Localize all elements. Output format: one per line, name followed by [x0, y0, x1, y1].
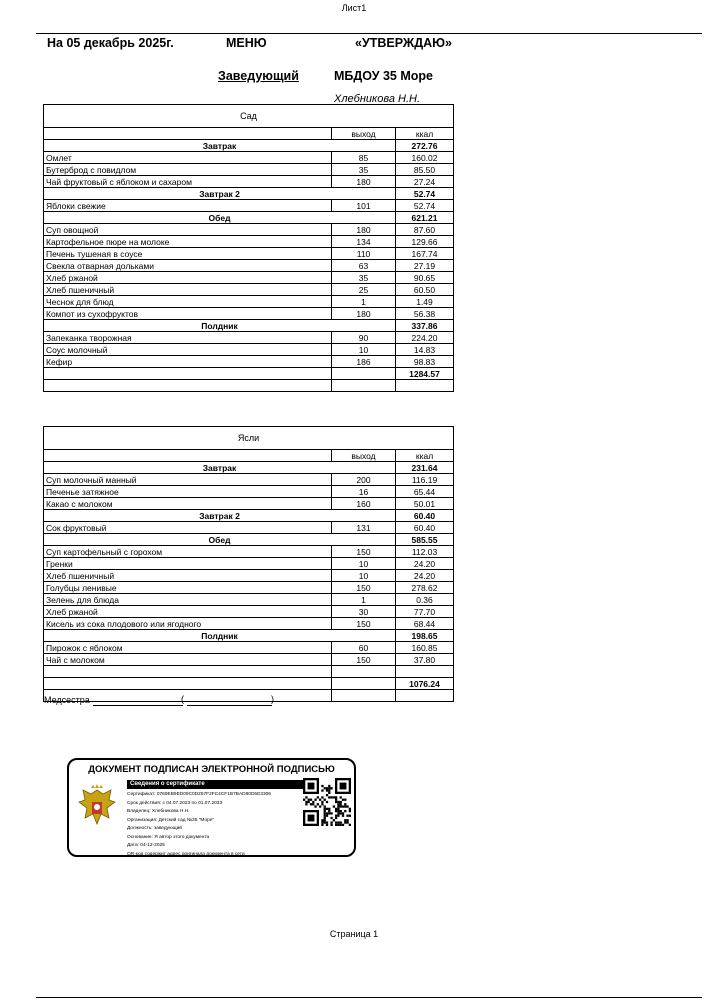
dish-output: 10 [332, 570, 396, 582]
dish-kcal: 112.03 [396, 546, 454, 558]
empty-row [44, 380, 454, 392]
dish-name: Чеснок для блюд [44, 296, 332, 308]
dish-output: 1 [332, 296, 396, 308]
meal-kcal: 272.76 [396, 140, 454, 152]
table-row [44, 152, 454, 164]
cert-line: Владелец: Хлебникова Н.Н. [127, 809, 190, 814]
empty-cell [396, 380, 454, 392]
meal-kcal: 337.86 [396, 320, 454, 332]
table-row [44, 654, 454, 666]
table-row [44, 308, 454, 320]
dish-kcal: 56.38 [396, 308, 454, 320]
cert-line: Дата: 04-12-2025 [127, 843, 165, 848]
certificate-details [127, 791, 303, 859]
cert-line: Сертификат: 0769EB9ED09C0D257F2FC4CF1B7BAD80D5E3306 [127, 792, 271, 797]
meal-name: Завтрак [44, 140, 396, 152]
total-empty-cell [332, 368, 396, 380]
coat-of-arms-icon [77, 784, 117, 832]
dish-output: 180 [332, 176, 396, 188]
nurse-open-paren: ( [181, 694, 184, 704]
table-row [44, 474, 454, 486]
dish-kcal: 85.50 [396, 164, 454, 176]
meal-name: Полдник [44, 630, 396, 642]
dish-kcal: 98.83 [396, 356, 454, 368]
header-name-cell [44, 128, 332, 140]
dish-output: 60 [332, 642, 396, 654]
dish-output: 186 [332, 356, 396, 368]
dish-kcal: 1.49 [396, 296, 454, 308]
meal-kcal: 198.65 [396, 630, 454, 642]
empty-row [44, 690, 454, 702]
dish-kcal: 167.74 [396, 248, 454, 260]
menu-table [43, 426, 454, 702]
empty-cell [396, 666, 454, 678]
meal-row [44, 510, 454, 522]
dish-name: Пирожок с яблоком [44, 642, 332, 654]
empty-cell [44, 380, 332, 392]
dish-output: 1 [332, 594, 396, 606]
certificate-header: Сведения о сертификате [127, 780, 306, 789]
dish-kcal: 60.50 [396, 284, 454, 296]
dish-kcal: 160.02 [396, 152, 454, 164]
dish-output: 16 [332, 486, 396, 498]
table-row [44, 176, 454, 188]
nurse-signature-line [93, 705, 183, 706]
dish-name: Суп овощной [44, 224, 332, 236]
dish-output: 180 [332, 308, 396, 320]
dish-kcal: 24.20 [396, 558, 454, 570]
dish-name: Хлеб пшеничный [44, 570, 332, 582]
dish-kcal: 52.74 [396, 200, 454, 212]
meal-kcal: 60.40 [396, 510, 454, 522]
dish-output: 101 [332, 200, 396, 212]
dish-name: Яблоки свежие [44, 200, 332, 212]
dish-kcal: 37.80 [396, 654, 454, 666]
dish-name: Голубцы ленивые [44, 582, 332, 594]
dish-name: Печень тушеная в соусе [44, 248, 332, 260]
dish-kcal: 278.62 [396, 582, 454, 594]
total-empty-cell [44, 368, 332, 380]
menu-table [43, 104, 454, 392]
dish-output: 10 [332, 344, 396, 356]
dish-name: Кисель из сока плодового или ягодного [44, 618, 332, 630]
dish-kcal: 60.40 [396, 522, 454, 534]
dish-kcal: 65.44 [396, 486, 454, 498]
header-output: выход [332, 450, 396, 462]
dish-output: 134 [332, 236, 396, 248]
table-row [44, 558, 454, 570]
approve-heading: «УТВЕРЖДАЮ» [355, 36, 452, 50]
table-row [44, 546, 454, 558]
dish-kcal: 90.65 [396, 272, 454, 284]
dish-name: Картофельное пюре на молоке [44, 236, 332, 248]
nurse-label: Медсестра [44, 695, 90, 705]
dish-name: Чай с молоком [44, 654, 332, 666]
dish-output: 85 [332, 152, 396, 164]
empty-row [44, 666, 454, 678]
dish-name: Свекла отварная дольками [44, 260, 332, 272]
empty-cell [332, 380, 396, 392]
dish-output: 150 [332, 654, 396, 666]
head-position: Заведующий [218, 69, 299, 83]
table-row [44, 248, 454, 260]
table-row [44, 332, 454, 344]
cert-line: Срок действия: с 04.07.2023 по 01.07.2033 [127, 800, 223, 806]
dish-kcal: 77.70 [396, 606, 454, 618]
dish-kcal: 0.36 [396, 594, 454, 606]
dish-name: Компот из сухофруктов [44, 308, 332, 320]
meal-kcal: 52.74 [396, 188, 454, 200]
sheet-title: Лист1 [341, 3, 367, 13]
dish-output: 200 [332, 474, 396, 486]
dish-kcal: 129.66 [396, 236, 454, 248]
dish-name: Гренки [44, 558, 332, 570]
dish-output: 35 [332, 164, 396, 176]
head-signature-name: Хлебникова Н.Н. [334, 93, 421, 105]
table-row [44, 260, 454, 272]
meal-row [44, 462, 454, 474]
empty-cell [396, 690, 454, 702]
dish-name: Соус молочный [44, 344, 332, 356]
dish-output: 160 [332, 498, 396, 510]
total-kcal: 1284.57 [396, 368, 454, 380]
dish-name: Запеканка творожная [44, 332, 332, 344]
meal-row [44, 630, 454, 642]
meal-row [44, 320, 454, 332]
dish-name: Суп молочный манный [44, 474, 332, 486]
dish-kcal: 14.83 [396, 344, 454, 356]
table-row [44, 344, 454, 356]
table-row [44, 594, 454, 606]
header-kcal: ккал [396, 128, 454, 140]
dish-name: Хлеб ржаной [44, 272, 332, 284]
empty-cell [332, 690, 396, 702]
dish-output: 131 [332, 522, 396, 534]
table-row [44, 200, 454, 212]
table-row [44, 642, 454, 654]
header-kcal: ккал [396, 450, 454, 462]
dish-name: Суп картофельный с горохом [44, 546, 332, 558]
dish-output: 90 [332, 332, 396, 344]
table-row [44, 296, 454, 308]
stamp-title: ДОКУМЕНТ ПОДПИСАН ЭЛЕКТРОННОЙ ПОДПИСЬЮ [88, 764, 335, 775]
table-row [44, 284, 454, 296]
nurse-name-line [187, 705, 272, 706]
e-signature-stamp [67, 758, 356, 857]
dish-name: Хлеб пшеничный [44, 284, 332, 296]
meal-kcal: 621.21 [396, 212, 454, 224]
table-row [44, 356, 454, 368]
cert-line: Должность: заведующий [127, 826, 182, 831]
meal-name: Завтрак 2 [44, 188, 396, 200]
dish-output: 35 [332, 272, 396, 284]
meal-row [44, 140, 454, 152]
table-row [44, 618, 454, 630]
dish-kcal: 50.01 [396, 498, 454, 510]
cert-line: Основание: Я автор этого документа [127, 834, 210, 840]
dish-output: 63 [332, 260, 396, 272]
table-title: Сад [44, 105, 454, 128]
menu-heading: МЕНЮ [226, 36, 267, 50]
dish-name: Сок фруктовый [44, 522, 332, 534]
dish-kcal: 24.20 [396, 570, 454, 582]
table-row [44, 224, 454, 236]
dish-kcal: 68.44 [396, 618, 454, 630]
dish-name: Хлеб ржаной [44, 606, 332, 618]
dish-kcal: 27.19 [396, 260, 454, 272]
table-title: Ясли [44, 427, 454, 450]
dish-output: 10 [332, 558, 396, 570]
table-row [44, 164, 454, 176]
meal-name: Обед [44, 534, 396, 546]
table-row [44, 570, 454, 582]
menu-date: На 05 декабрь 2025г. [47, 36, 174, 50]
dish-name: Зелень для блюда [44, 594, 332, 606]
empty-cell [332, 666, 396, 678]
header-name-cell [44, 450, 332, 462]
table-row [44, 272, 454, 284]
dish-kcal: 27.24 [396, 176, 454, 188]
meal-name: Полдник [44, 320, 396, 332]
dish-name: Омлет [44, 152, 332, 164]
dish-kcal: 116.19 [396, 474, 454, 486]
dish-name: Кефир [44, 356, 332, 368]
meal-name: Обед [44, 212, 396, 224]
meal-name: Завтрак [44, 462, 396, 474]
dish-output: 30 [332, 606, 396, 618]
dish-output: 150 [332, 546, 396, 558]
table-row [44, 522, 454, 534]
qr-code-icon [303, 778, 351, 826]
meal-row [44, 188, 454, 200]
cert-line: Организация: Детский сад №35 "Море" [127, 817, 215, 823]
organization-name: МБДОУ 35 Море [334, 69, 433, 83]
header-output: выход [332, 128, 396, 140]
top-rule [36, 33, 702, 34]
total-row [44, 678, 454, 690]
dish-name: Бутерброд с повидлом [44, 164, 332, 176]
total-empty-cell [44, 678, 332, 690]
cert-line: QR-код содержит адрес оригинала документа в сети [127, 851, 245, 857]
dish-kcal: 87.60 [396, 224, 454, 236]
dish-name: Печенье затяжное [44, 486, 332, 498]
table-row [44, 236, 454, 248]
total-row [44, 368, 454, 380]
dish-name: Какао с молоком [44, 498, 332, 510]
total-empty-cell [332, 678, 396, 690]
table-row [44, 582, 454, 594]
table-row [44, 486, 454, 498]
dish-output: 150 [332, 582, 396, 594]
bottom-rule [36, 997, 702, 998]
meal-kcal: 231.64 [396, 462, 454, 474]
nurse-close-paren: ) [271, 694, 274, 704]
dish-output: 150 [332, 618, 396, 630]
total-kcal: 1076.24 [396, 678, 454, 690]
dish-output: 180 [332, 224, 396, 236]
page-number: Страница 1 [329, 929, 379, 939]
empty-cell [44, 666, 332, 678]
dish-kcal: 160.85 [396, 642, 454, 654]
dish-kcal: 224.20 [396, 332, 454, 344]
meal-name: Завтрак 2 [44, 510, 396, 522]
table-row [44, 498, 454, 510]
meal-row [44, 534, 454, 546]
dish-name: Чай фруктовый с яблоком и сахаром [44, 176, 332, 188]
meal-row [44, 212, 454, 224]
meal-kcal: 585.55 [396, 534, 454, 546]
table-row [44, 606, 454, 618]
dish-output: 110 [332, 248, 396, 260]
dish-output: 25 [332, 284, 396, 296]
